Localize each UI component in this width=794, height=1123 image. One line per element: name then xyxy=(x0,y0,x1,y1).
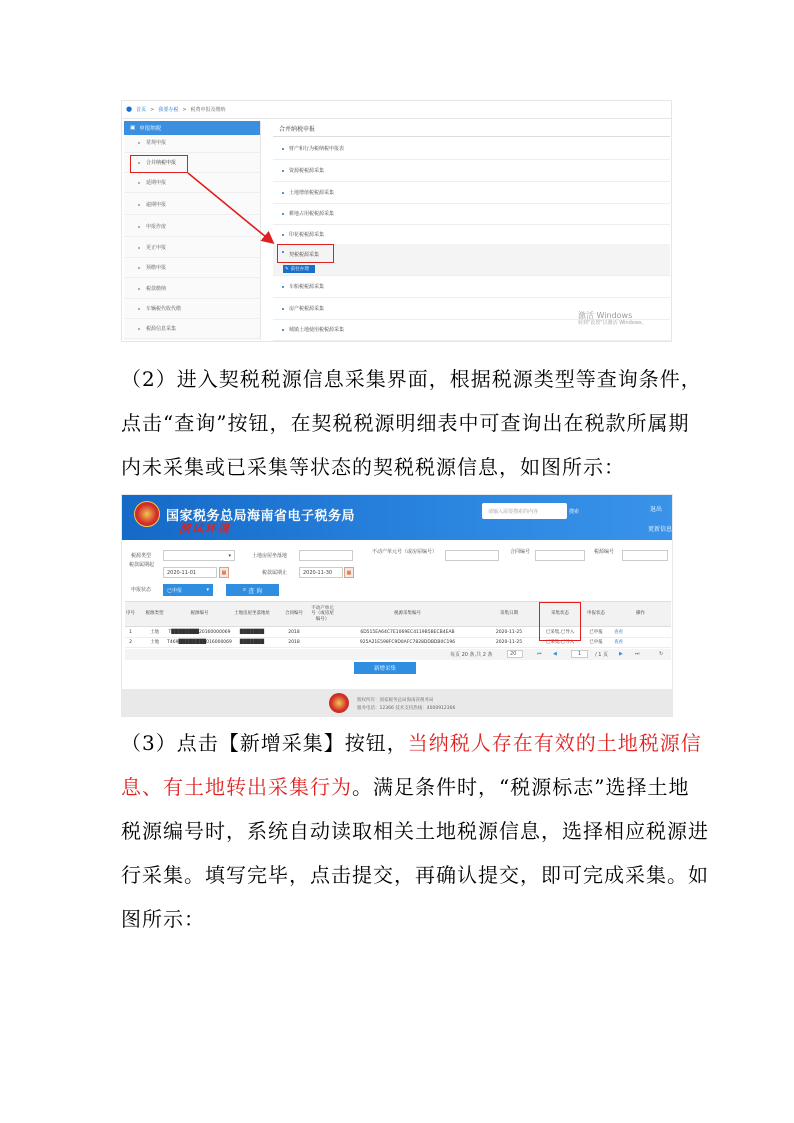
sidebar-item-label: 预缴申报 xyxy=(146,265,167,271)
page-number-input[interactable]: 1 xyxy=(571,650,588,658)
last-page-icon[interactable]: ⏭ xyxy=(635,651,640,657)
table-cell: ███████ xyxy=(239,630,265,636)
paragraph-line xyxy=(121,909,673,929)
logout-link[interactable]: 退出 xyxy=(650,506,663,513)
table-cell: T469████████016000069 xyxy=(167,640,232,646)
land-address-input[interactable] xyxy=(299,550,353,561)
breadcrumb-separator: > xyxy=(150,106,155,113)
pagination-bar xyxy=(125,649,671,660)
goto-button-label: 前往办理 xyxy=(290,267,309,272)
declare-status-value: 已申报 xyxy=(167,587,183,594)
label-contract-no: 合同编号 xyxy=(510,549,531,555)
refresh-icon[interactable]: ↻ xyxy=(659,651,664,657)
clipboard-icon: ▣ xyxy=(130,125,136,131)
paragraph-step-2 xyxy=(121,367,702,501)
chevron-down-icon: ▾ xyxy=(228,552,231,559)
screenshot-deed-tax-query xyxy=(121,494,673,717)
tax-option-label: 城镇土地使用税税源采集 xyxy=(289,327,345,333)
sidebar-item-label: 常规申报 xyxy=(146,140,167,146)
table-header-cell: 采集状态 xyxy=(551,611,569,617)
table-cell: 已采集,已导入 xyxy=(545,640,575,646)
chevron-down-icon: ▾ xyxy=(206,587,209,593)
page-size-select[interactable]: 20 xyxy=(507,650,523,658)
paragraph-line xyxy=(121,819,709,843)
search-icon: ⌕ xyxy=(242,586,247,593)
tax-option-label: 资源税税源采集 xyxy=(289,168,325,174)
view-link[interactable]: 查看 xyxy=(614,640,623,646)
table-header-cell: 不动产单元号（或房屋编号） xyxy=(311,606,334,622)
main-panel-title: 合并纳税申报 xyxy=(273,121,670,137)
paragraph-line xyxy=(121,863,709,887)
table-cell: 土地 xyxy=(150,640,159,646)
watermark-subtitle: 转到"设置"以激活 Windows。 xyxy=(578,319,647,326)
calendar-icon[interactable]: ▦ xyxy=(344,567,354,578)
source-no-input[interactable] xyxy=(622,550,668,561)
period-start-input[interactable]: 2020-11-01 xyxy=(163,567,217,578)
test-env-label: 测试环境 xyxy=(179,522,231,535)
declare-status-select[interactable] xyxy=(163,584,213,596)
breadcrumb-separator: > xyxy=(182,106,187,113)
table-header-cell: 合同编号 xyxy=(285,611,303,617)
table-header-cell: 操作 xyxy=(636,611,645,617)
table-cell: 2020-11-25 xyxy=(495,630,523,636)
edit-icon: ✎ xyxy=(285,266,289,272)
breadcrumb-tax[interactable]: 我要办税 xyxy=(158,107,179,113)
first-page-icon[interactable]: ⏮ xyxy=(537,651,542,657)
text-emphasis: 息、有土地转出采集行为 xyxy=(121,775,352,799)
location-pin-icon: ● xyxy=(126,105,133,113)
label-land-address: 土地房屋坐落地 xyxy=(252,553,288,559)
site-footer xyxy=(122,689,673,717)
table-cell: 6D515EA64C7E1069EC4119B5BECB4EAB xyxy=(360,630,455,636)
contract-no-input[interactable] xyxy=(535,550,585,561)
table-cell: 2018 xyxy=(288,640,300,646)
table-cell: 2018 xyxy=(288,630,300,636)
table-cell: 925A21E598FC9D0AFC7828DDBDB0C196 xyxy=(359,640,456,646)
sidebar-header-label: 申报纳税 xyxy=(139,126,162,132)
text-normal: 行采集。填写完毕，点击提交，再确认提交，即可完成采集。如 xyxy=(121,863,709,887)
table-cell: 已采集,已导入 xyxy=(545,630,575,636)
search-button[interactable]: 搜索 xyxy=(569,508,580,515)
table-cell: ███████ xyxy=(239,640,265,646)
tax-option-label: 耕地占用税税源采集 xyxy=(289,211,335,217)
sidebar-item-label: 车辆税代收代缴 xyxy=(146,306,182,312)
paragraph-line: 内未采集或已采集等状态的契税税源信息，如图所示： xyxy=(121,455,625,479)
query-button-label: 查 询 xyxy=(248,587,263,595)
table-cell: 土地 xyxy=(150,630,159,636)
search-input[interactable]: 请输入需要搜索的内容 xyxy=(482,503,567,519)
table-header-cell: 序号 xyxy=(126,611,135,617)
paragraph-line: 点击“查询”按钮，在契税税源明细表中可查询出在税款所属期 xyxy=(121,411,690,435)
query-button[interactable] xyxy=(226,584,279,596)
next-page-icon[interactable]: ▶ xyxy=(619,651,623,657)
table-cell: T████████20160000069 xyxy=(168,630,231,636)
tax-option-label: 契税税源采集 xyxy=(289,252,320,258)
view-link[interactable]: 查看 xyxy=(614,630,623,636)
tax-option-label: 印花税税源采集 xyxy=(289,232,325,238)
watermark-title: 激活 Windows xyxy=(578,311,633,320)
label-declare-status: 申报状态 xyxy=(131,587,152,593)
new-collect-button[interactable]: 新增采集 xyxy=(354,662,416,674)
text-normal: 税源编号时，系统自动读取相关土地税源信息，选择相应税源进 xyxy=(121,819,709,843)
text-normal: 。满足条件时，“税源标志”选择土地 xyxy=(352,775,690,799)
table-header-cell: 土地房屋坐落地址 xyxy=(234,611,270,617)
prev-page-icon[interactable]: ◀ xyxy=(553,651,557,657)
sidebar-item-label: 更正申报 xyxy=(146,245,167,251)
tax-option-label: 车船税税源采集 xyxy=(289,284,325,290)
sidebar-item-label: 申报作废 xyxy=(146,224,167,230)
footer-copyright: 版权所有：国家税务总局海南省税务局 xyxy=(357,698,434,703)
paragraph-line: （2）进入契税税源信息采集界面，根据税源类型等查询条件， xyxy=(121,367,702,391)
source-type-select[interactable] xyxy=(163,550,235,561)
label-property-unit: 不动产单元号（或房屋编号） xyxy=(372,549,438,555)
site-banner xyxy=(122,495,673,540)
table-cell: 2020-11-25 xyxy=(495,640,523,646)
table-cell xyxy=(310,638,335,648)
breadcrumb-home[interactable]: 首页 xyxy=(136,107,147,113)
sidebar-item-label: 逾期申报 xyxy=(146,202,167,208)
site-title: 国家税务总局海南省电子税务局 xyxy=(166,509,356,524)
table-header-cell: 申报状态 xyxy=(587,611,605,617)
table-header-cell: 税源类型 xyxy=(145,611,164,617)
table-cell: 已申报 xyxy=(589,640,603,646)
tax-option-label: 土地增值税税源采集 xyxy=(289,190,335,196)
national-emblem-icon xyxy=(134,501,160,527)
update-info-link[interactable]: 更新信息 xyxy=(648,526,673,533)
label-period-start: 税款属期起 xyxy=(129,562,155,568)
pagination-summary: 每页 20 条,共 2 条 xyxy=(450,652,493,658)
sidebar-item-label: 延期申报 xyxy=(146,180,167,186)
label-period-end: 税款属期止 xyxy=(262,570,288,576)
paragraph-step-3 xyxy=(121,731,709,953)
footer-service-phone: 服务电话：12366 技术支持热线：4000912366 xyxy=(357,706,456,711)
table-header-cell: 税源采集编号 xyxy=(394,611,421,617)
sidebar-item-label: 合并纳税申报 xyxy=(146,160,177,166)
text-normal: 图所示： xyxy=(121,907,205,931)
paragraph-line xyxy=(121,731,702,755)
table-cell xyxy=(310,628,335,638)
tax-option-label: 房产税税源采集 xyxy=(289,306,325,312)
table-header-cell: 税源编号 xyxy=(190,611,209,617)
paragraph-line xyxy=(121,775,690,799)
calendar-icon[interactable]: ▦ xyxy=(219,567,229,578)
page-total: / 1 页 xyxy=(595,652,609,658)
breadcrumb-current: 税费申报及缴纳 xyxy=(190,107,226,113)
text-normal: （3）点击【新增采集】按钮， xyxy=(121,731,408,755)
table-cell: 已申报 xyxy=(589,630,603,636)
sidebar-item-label: 税款缴纳 xyxy=(146,286,167,292)
sidebar-item-label: 税源信息采集 xyxy=(146,326,177,332)
red-arrow-icon xyxy=(0,0,794,400)
footer-emblem-icon xyxy=(329,693,349,713)
table-cell: 2 xyxy=(129,640,132,646)
label-source-no: 税源编号 xyxy=(594,549,615,555)
period-end-input[interactable]: 2020-11-30 xyxy=(299,567,343,578)
table-header-cell: 采集日期 xyxy=(500,611,518,617)
tax-option-label: 财产和行为税纳税申报表 xyxy=(289,146,345,152)
text-emphasis: 当纳税人存在有效的土地税源信 xyxy=(407,731,702,755)
property-unit-input[interactable] xyxy=(445,550,499,561)
label-source-type: 税源类型 xyxy=(131,553,152,559)
table-cell: 1 xyxy=(129,630,132,636)
highlight-box-collect-status xyxy=(539,602,581,641)
